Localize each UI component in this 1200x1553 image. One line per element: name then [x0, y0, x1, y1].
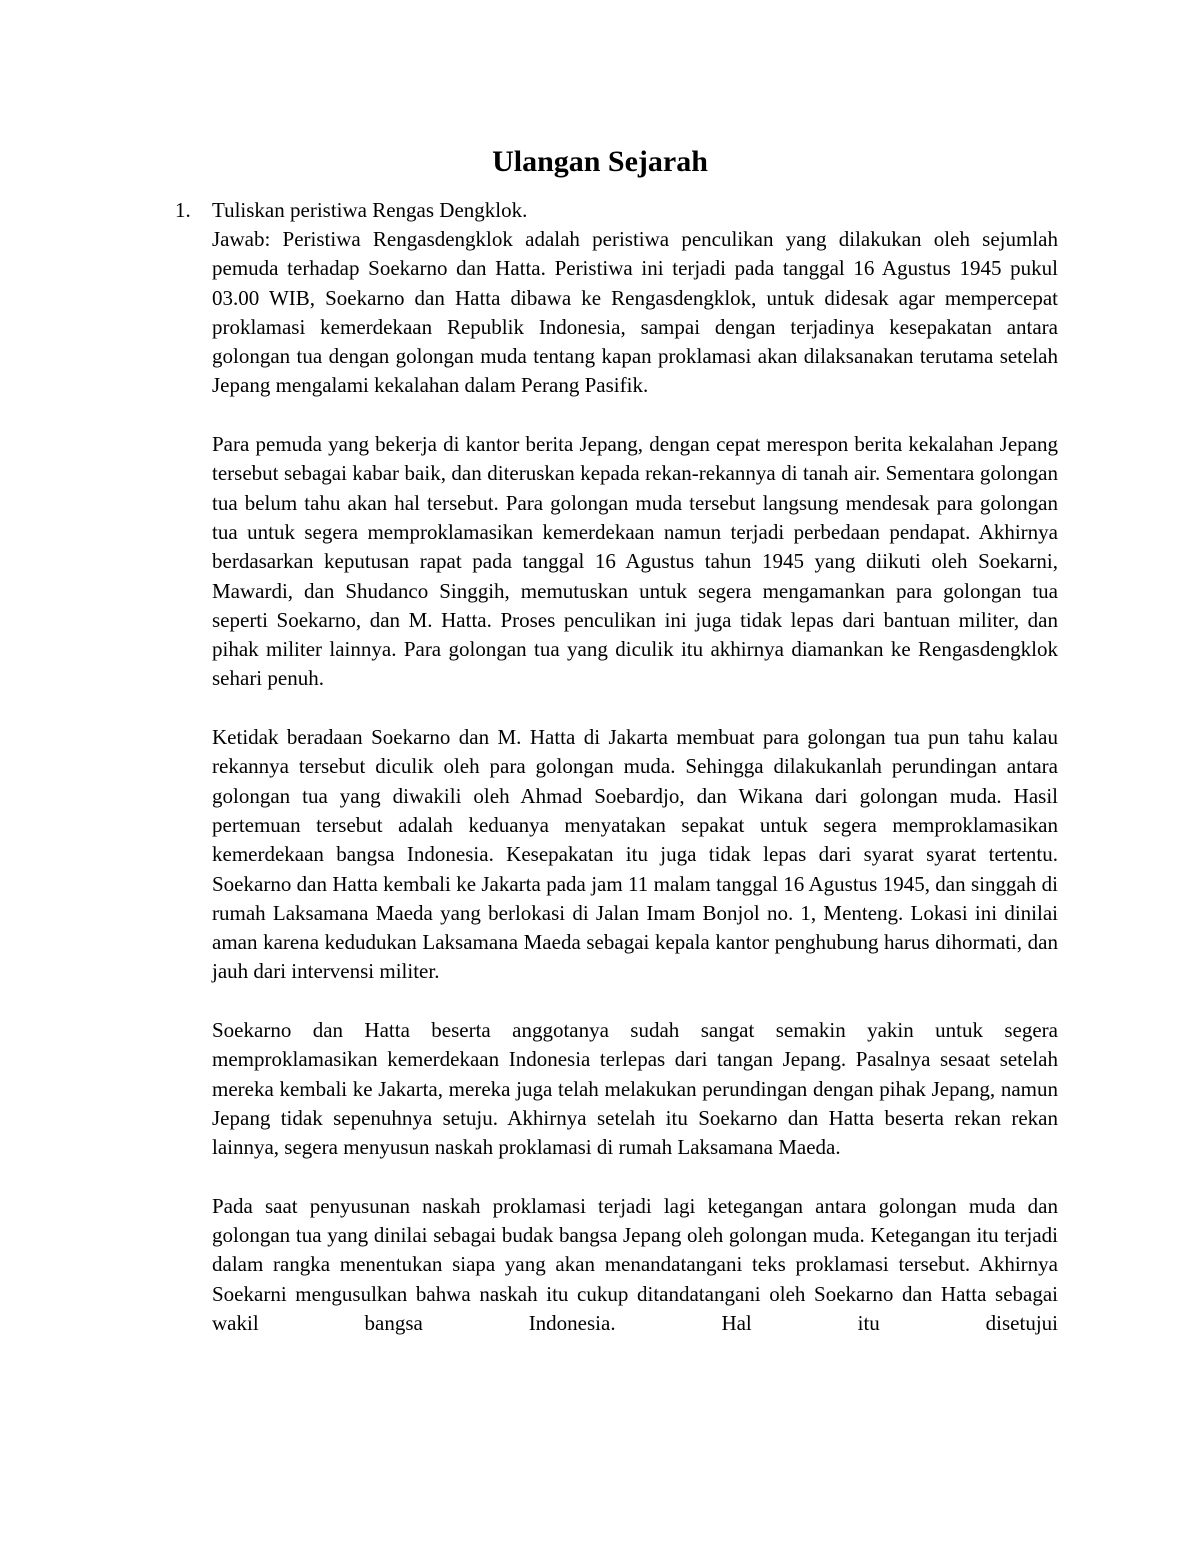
document-title: Ulangan Sejarah — [492, 145, 708, 178]
question-number: 1. — [175, 198, 191, 222]
answer-paragraph-5: Pada saat penyusunan naskah proklamasi terjadi lagi ketegangan antara golongan muda dan golongan tua yang dinilai sebagai budak bangsa Jepang oleh golongan muda. Ketegangan itu terjadi dalam rangka menentukan siapa yang akan menandatangani teks proklamasi tersebut. Akhirnya Soekarni mengusulkan bahwa naskah itu cukup ditandatangani oleh Soekarno dan Hatta sebagai wakil bangsa Indonesia. Hal itu disetujui — [212, 1193, 1058, 1335]
answer-body — [212, 225, 1058, 1338]
answer-paragraph-2: Para pemuda yang bekerja di kantor berita Jepang, dengan cepat merespon berita kekalahan Jepang tersebut sebagai kabar baik, dan diteruskan kepada rekan-rekannya di tanah air. Sementara golongan tua belum tahu akan hal tersebut. Para golongan muda tersebut langsung mendesak para golongan tua untuk segera memproklamasikan kemerdekaan namun terjadi perbedaan pendapat. Akhirnya berdasarkan keputusan rapat pada tanggal 16 Agustus tahun 1945 yang diikuti oleh Soekarni, Mawardi, dan Shudanco Singgih, memutuskan untuk segera mengamankan para golongan tua seperti Soekarno, dan M. Hatta. Proses penculikan ini juga tidak lepas dari bantuan militer, dan pihak militer lainnya. Para golongan tua yang diculik itu akhirnya diamankan ke Rengasdengklok sehari penuh. — [212, 432, 1058, 691]
answer-paragraph-4: Soekarno dan Hatta beserta anggotanya sudah sangat semakin yakin untuk segera memproklamasikan kemerdekaan Indonesia terlepas dari tangan Jepang. Pasalnya sesaat setelah mereka kembali ke Jakarta, mereka juga telah melakukan perundingan dengan pihak Jepang, namun Jepang tidak sepenuhnya setuju. Akhirnya setelah itu Soekarno dan Hatta beserta rekan rekan lainnya, segera menyusun naskah proklamasi di rumah Laksamana Maeda. — [212, 1018, 1058, 1160]
answer-paragraph-3: Ketidak beradaan Soekarno dan M. Hatta di Jakarta membuat para golongan tua pun tahu kalau rekannya tersebut diculik oleh para golongan muda. Sehingga dilakukanlah perundingan antara golongan tua yang diwakili oleh Ahmad Soebardjo, dan Wikana dari golongan muda. Hasil pertemuan tersebut adalah keduanya menyatakan sepakat untuk segera memproklamasikan kemerdekaan bangsa Indonesia. Kesepakatan itu juga tidak lepas dari syarat syarat tertentu. Soekarno dan Hatta kembali ke Jakarta pada jam 11 malam tanggal 16 Agustus 1945, dan singgah di rumah Laksamana Maeda yang berlokasi di Jalan Imam Bonjol no. 1, Menteng. Lokasi ini dinilai aman karena kedudukan Laksamana Maeda sebagai kepala kantor penghubung harus dihormati, dan jauh dari intervensi militer. — [212, 725, 1058, 984]
answer-paragraph-1: Jawab: Peristiwa Rengasdengklok adalah peristiwa penculikan yang dilakukan oleh sejumlah pemuda terhadap Soekarno dan Hatta. Peristiwa ini terjadi pada tanggal 16 Agustus 1945 pukul 03.00 WIB, Soekarno dan Hatta dibawa ke Rengasdengklok, untuk didesak agar mempercepat proklamasi kemerdekaan Republik Indonesia, sampai dengan terjadinya kesepakatan antara golongan tua dengan golongan muda tentang kapan proklamasi akan dilaksanakan terutama setelah Jepang mengalami kekalahan dalam Perang Pasifik. — [212, 227, 1058, 398]
question-text: Tuliskan peristiwa Rengas Dengklok. — [212, 198, 528, 222]
